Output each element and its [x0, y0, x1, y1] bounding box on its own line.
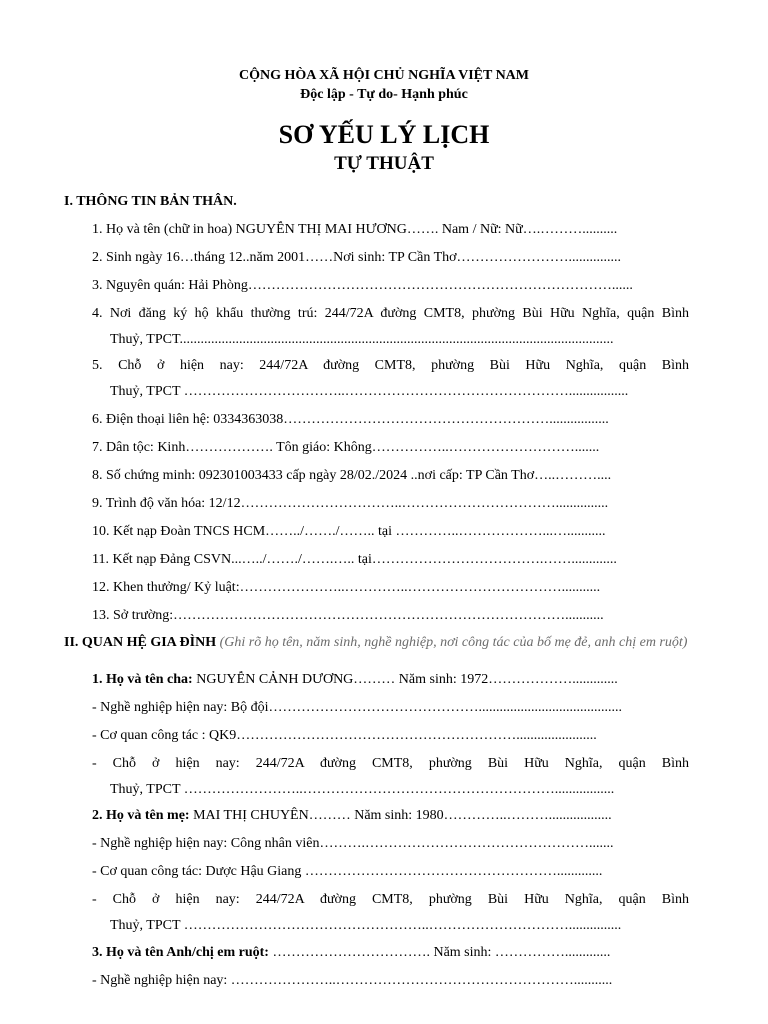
mother-label: 2. Họ và tên mẹ:	[92, 808, 190, 823]
field-youth-union: 10. Kết nạp Đoàn TNCS HCM……../……./…….. tại …………..………………...…...........	[92, 524, 606, 539]
section-2-note: (Ghi rõ họ tên, năm sinh, nghề nghiệp, nơi công tác của bố mẹ đẻ, anh chị em ruột)	[219, 635, 688, 650]
father-name-row	[92, 671, 689, 689]
field-current-address: 5. Chỗ ở hiện nay: 244/72A đường CMT8, phường Bùi Hữu Nghĩa, quận Bình	[92, 358, 689, 373]
mother-address: - Chỗ ở hiện nay: 244/72A đường CMT8, phường Bùi Hữu Nghĩa, quận Bình	[92, 892, 689, 907]
field-party: 11. Kết nạp Đảng CSVN...…../……./…….….. tại……………………………….…….............	[92, 552, 617, 567]
field-ethnicity-religion: 7. Dân tộc: Kinh………………. Tôn giáo: Không……………..……………………….......	[92, 440, 600, 455]
field-hometown: 3. Nguyên quán: Hải Phòng……………………………………………………………………......	[92, 278, 633, 293]
sibling-job: - Nghề nghiệp hiện nay: …………………..……………………………………………...........	[92, 973, 613, 988]
field-awards: 12. Khen thưởng/ Kỷ luật:…………………..…………..……………………………...........	[92, 580, 601, 595]
sibling-value: ……………………………. Năm sinh: …………….............	[268, 945, 611, 960]
section-2-heading	[64, 633, 689, 652]
document-subtitle: TỰ THUẬT	[334, 153, 434, 174]
document-title: SƠ YẾU LÝ LỊCH	[278, 120, 490, 149]
section-2-title: II. QUAN HỆ GIA ĐÌNH	[64, 635, 217, 650]
father-org: - Cơ quan công tác : QK9…………………………………………………….......................	[92, 728, 597, 743]
field-full-name: 1. Họ và tên (chữ in hoa) NGUYỄN THỊ MAI HƯƠNG……. Nam / Nữ: Nữ….………..........	[92, 222, 618, 237]
father-address: - Chỗ ở hiện nay: 244/72A đường CMT8, phường Bùi Hữu Nghĩa, quận Bình	[92, 756, 689, 771]
father-job: - Nghề nghiệp hiện nay: Bộ đội……………………………………….........................................	[92, 700, 623, 715]
father-label: 1. Họ và tên cha:	[92, 672, 193, 687]
father-value: NGUYỄN CẢNH DƯƠNG……… Năm sinh: 1972……………….............	[192, 672, 618, 687]
motto: Độc lập - Tự do- Hạnh phúc	[300, 87, 468, 102]
field-birth: 2. Sinh ngày 16…tháng 12..năm 2001……Nơi sinh: TP Cần Thơ……………………...............	[92, 250, 622, 265]
field-education: 9. Trình độ văn hóa: 12/12……………………………..……………………………...............	[92, 496, 609, 511]
field-id-number: 8. Số chứng minh: 092301003433 cấp ngày 28/02./2024 ..nơi cấp: TP Cần Thơ…..………....	[92, 468, 612, 483]
mother-org: - Cơ quan công tác: Dược Hậu Giang ……………………………………………….............	[92, 864, 603, 879]
mother-value: MAI THỊ CHUYÊN……… Năm sinh: 1980…………..………..................	[189, 808, 612, 823]
section-1-heading: I. THÔNG TIN BẢN THÂN.	[64, 194, 237, 209]
field-current-address-cont: Thuỷ, TPCT ……………………………..………………………………………….................	[110, 384, 629, 399]
field-strengths: 13. Sở trường:…………………………………………………………………………...........	[92, 608, 604, 623]
field-permanent-address: 4. Nơi đăng ký hộ khẩu thường trú: 244/72A đường CMT8, phường Bùi Hữu Nghĩa, quận Bình	[92, 306, 689, 321]
sibling-label: 3. Họ và tên Anh/chị em ruột:	[92, 945, 269, 960]
mother-job: - Nghề nghiệp hiện nay: Công nhân viên……….………………………………………….......	[92, 836, 614, 851]
country-header: CỘNG HÒA XÃ HỘI CHỦ NGHĨA VIỆT NAM	[238, 68, 529, 83]
mother-address-cont: Thuỷ, TPCT ……………………………………………..…………………………...............	[110, 918, 622, 933]
father-address-cont: Thuỷ, TPCT ……………………..……………………………………………….................	[110, 782, 615, 797]
field-phone: 6. Điện thoại liên hệ: 0334363038………………………………………………….................	[92, 412, 609, 427]
mother-name-row	[92, 807, 689, 825]
sibling-name-row	[92, 944, 689, 962]
field-permanent-address-cont: Thuỷ, TPCT............................................................................................................................	[110, 332, 614, 347]
